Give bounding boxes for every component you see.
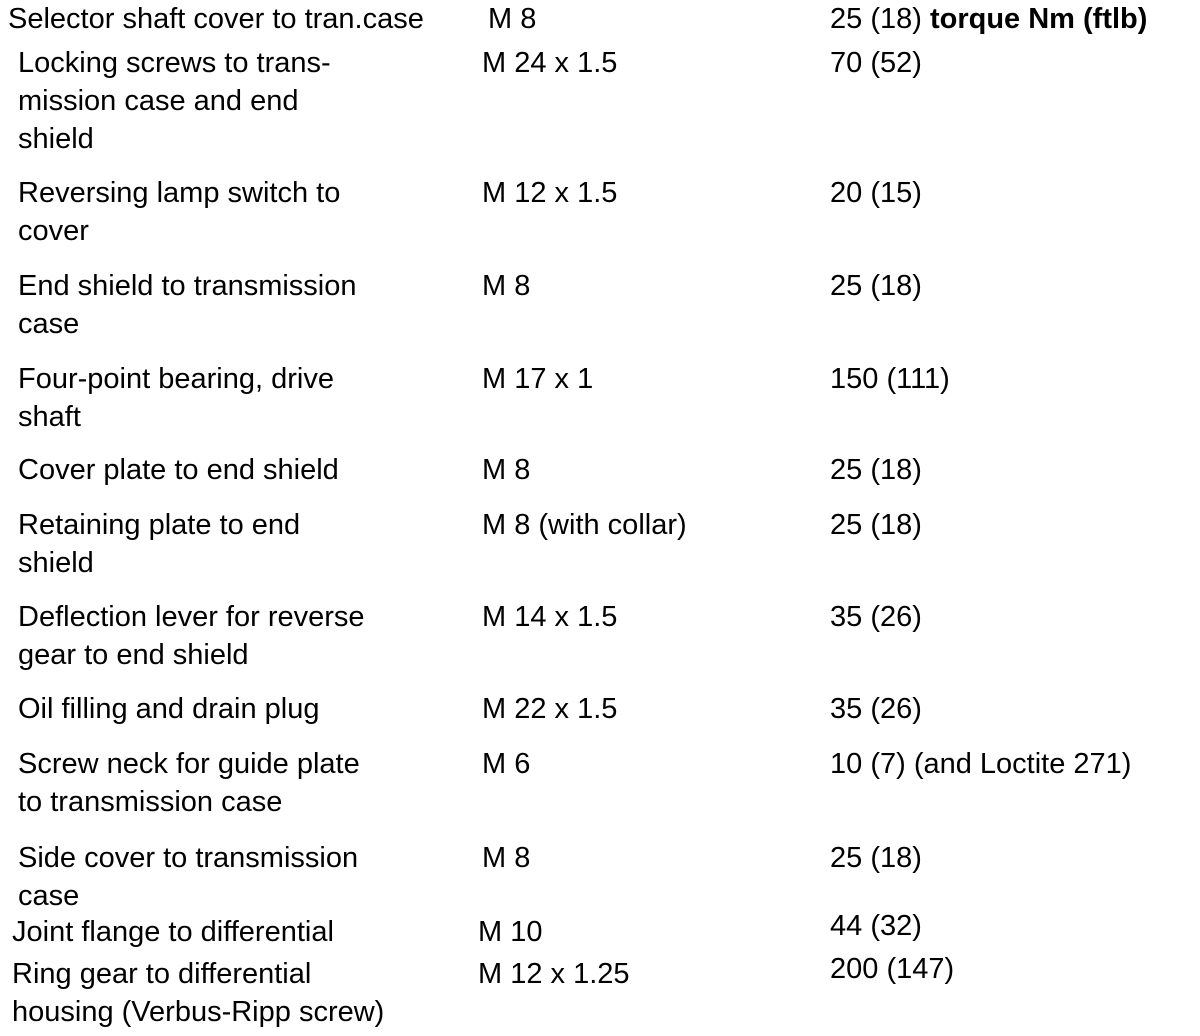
row-description: Deflection lever for reverse gear to end shield bbox=[18, 601, 365, 671]
row-torque: 35 (26) bbox=[830, 601, 922, 633]
row-torque: 25 (18) bbox=[830, 454, 922, 486]
row-description: Cover plate to end shield bbox=[18, 454, 339, 486]
row-thread: M 8 bbox=[482, 842, 531, 874]
row-description: Reversing lamp switch to cover bbox=[18, 177, 341, 247]
row-description: Ring gear to differential housing (Verbus-Ripp screw) bbox=[12, 958, 385, 1028]
row-thread: M 6 bbox=[482, 748, 531, 780]
header-torque bbox=[830, 0, 1200, 38]
row-torque: 20 (15) bbox=[830, 177, 922, 209]
row-torque: 70 (52) bbox=[830, 47, 922, 79]
row-thread: M 17 x 1 bbox=[482, 363, 594, 395]
row-description: Joint flange to differential bbox=[12, 916, 334, 948]
row-thread: M 12 x 1.25 bbox=[478, 958, 630, 990]
row-torque: 25 (18) bbox=[830, 509, 922, 541]
row-thread: M 12 x 1.5 bbox=[482, 177, 618, 209]
row-thread: M 14 x 1.5 bbox=[482, 601, 618, 633]
row-torque: 10 (7) (and Loctite 271) bbox=[830, 748, 1132, 780]
row-torque: 150 (111) bbox=[830, 363, 950, 395]
row-description: Oil filling and drain plug bbox=[18, 693, 320, 725]
row-thread: M 24 x 1.5 bbox=[482, 47, 618, 79]
row-description: Side cover to transmission case bbox=[18, 842, 359, 912]
header-description: Selector shaft cover to tran.case bbox=[8, 3, 424, 35]
header-thread: M 8 bbox=[488, 3, 537, 35]
row-torque: 25 (18) bbox=[830, 270, 922, 302]
row-torque: 44 (32) bbox=[830, 910, 922, 942]
row-thread: M 8 (with collar) bbox=[482, 509, 687, 541]
row-torque: 25 (18) bbox=[830, 842, 922, 874]
row-description: End shield to transmission case bbox=[18, 270, 357, 340]
row-description: Locking screws to trans- mission case and end shield bbox=[18, 47, 331, 155]
header-torque-value: 25 (18) bbox=[830, 3, 922, 35]
row-description: Four-point bearing, drive shaft bbox=[18, 363, 334, 433]
row-thread: M 22 x 1.5 bbox=[482, 693, 618, 725]
row-thread: M 8 bbox=[482, 270, 531, 302]
row-torque: 200 (147) bbox=[830, 953, 955, 985]
row-thread: M 8 bbox=[482, 454, 531, 486]
row-thread: M 10 bbox=[478, 916, 543, 948]
torque-unit-label: torque Nm (ftlb) bbox=[929, 3, 1148, 35]
row-torque: 35 (26) bbox=[830, 693, 922, 725]
row-description: Screw neck for guide plate to transmission case bbox=[18, 748, 360, 818]
row-description: Retaining plate to end shield bbox=[18, 509, 301, 579]
